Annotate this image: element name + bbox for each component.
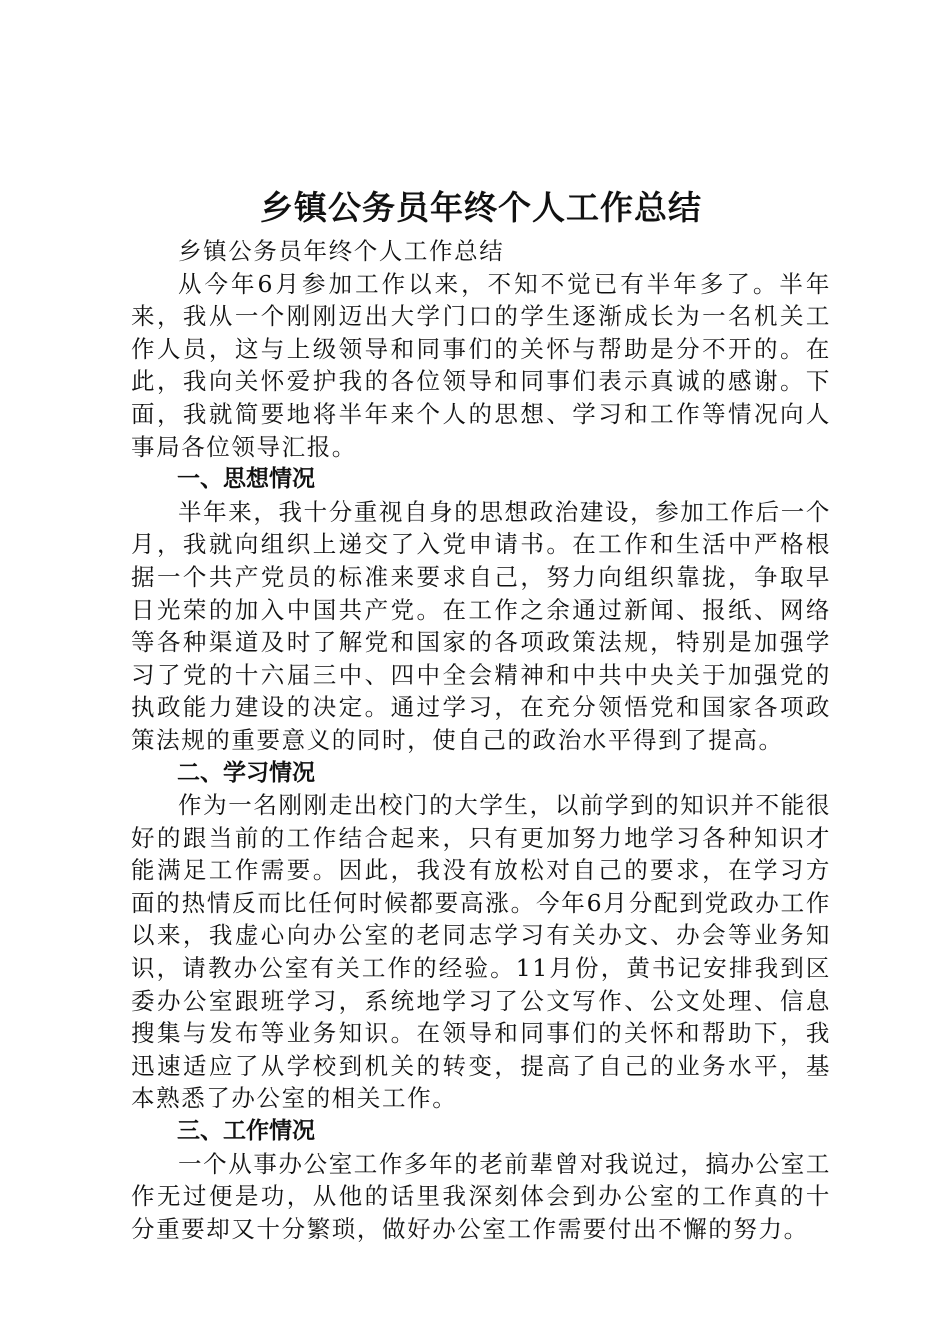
section-heading-work: 三、工作情况: [177, 1118, 315, 1145]
section-body-thought: 半年来，我十分重视自身的思想政治建设，参加工作后一个月，我就向组织上递交了入党申请书。在工作和生活中严格根据一个共产党员的标准来要求自己，努力向组织靠拢，争取早日光荣的加入中国共产党。在工作之余通过新闻、报纸、网络等各种渠道及时了解党和国家的各项政策法规，特别是加强学习了党的十六届三中、四中全会精神和中共中央关于加强党的执政能力建设的决定。通过学习，在充分领悟党和国家各项政策法规的重要意义的同时，使自己的政治水平得到了提高。: [131, 497, 831, 754]
document-title: 乡镇公务员年终个人工作总结: [260, 188, 702, 227]
document-subtitle: 乡镇公务员年终个人工作总结: [178, 237, 505, 265]
section-heading-study: 二、学习情况: [177, 759, 315, 786]
document-page: [131, 183, 831, 1245]
section-body-work: 一个从事办公室工作多年的老前辈曾对我说过，搞办公室工作无过便是功，从他的话里我深刻体会到办公室的工作真的十分重要却又十分繁琐，做好办公室工作需要付出不懈的努力。: [131, 1149, 831, 1243]
section-body-study: 作为一名刚刚走出校门的大学生，以前学到的知识并不能很好的跟当前的工作结合起来，只有更加努力地学习各种知识才能满足工作需要。因此，我没有放松对自己的要求，在学习方面的热情反而比任何时候都要高涨。今年6月分配到党政办工作以来，我虚心向办公室的老同志学习有关办文、办会等业务知识，请教办公室有关工作的经验。11月份，黄书记安排我到区委办公室跟班学习，系统地学习了公文写作、公文处理、信息搜集与发布等业务知识。在领导和同事们的关怀和帮助下，我迅速适应了从学校到机关的转变，提高了自己的业务水平，基本熟悉了办公室的相关工作。: [131, 791, 831, 1113]
intro-paragraph: 从今年6月参加工作以来，不知不觉已有半年多了。半年来，我从一个刚刚迈出大学门口的学生逐渐成长为一名机关工作人员，这与上级领导和同事们的关怀与帮助是分不开的。在此，我向关怀爱护我的各位领导和同事们表示真诚的感谢。下面，我就简要地将半年来个人的思想、学习和工作等情况向人事局各位领导汇报。: [131, 269, 831, 461]
section-heading-thought: 一、思想情况: [177, 466, 315, 493]
